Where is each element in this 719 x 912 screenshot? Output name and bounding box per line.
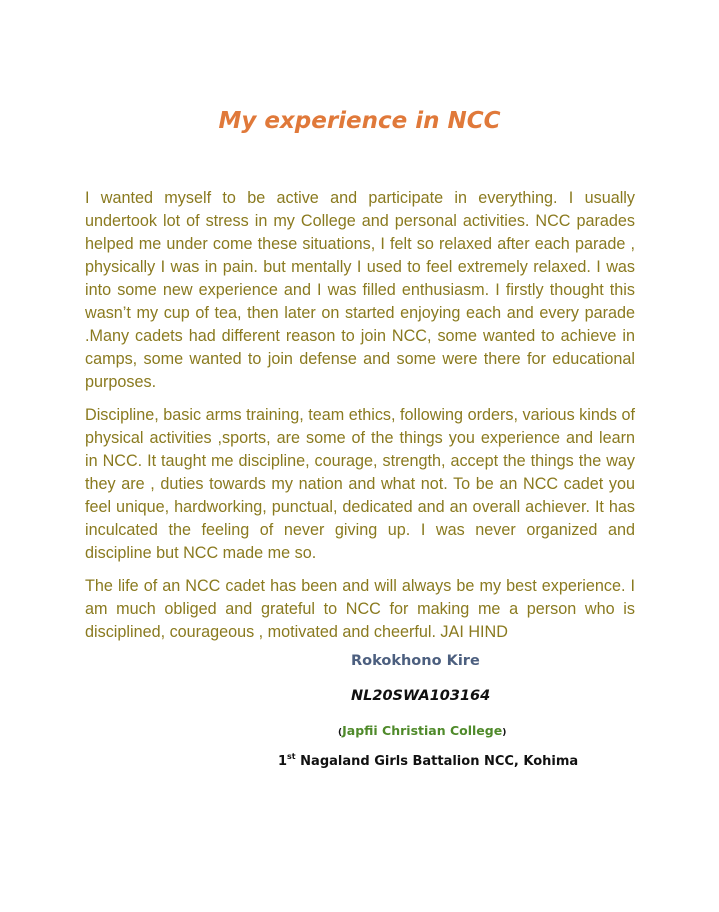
battalion-suffix: st	[287, 752, 296, 761]
paragraph-1: I wanted myself to be active and participate in everything. I usually undertook lot of stress in my College and personal activities. NCC parades helped me under come these situations, I felt so relaxed after each parade , physically I was in pain. but mentally I used to feel extremely relaxed. I was into some new experience and I was filled enthusiasm. I firstly thought this wasn’t my cup of tea, then later on started enjoying each and every parade .Many cadets had different reason to join NCC, some wanted to achieve in camps, some wanted to join defense and some were there for educational purposes.	[85, 189, 635, 391]
paragraph-2: Discipline, basic arms training, team ethics, following orders, various kinds of physical activities ,sports, are some of the things you experience and learn in NCC. It taught me discipline, courage, strength, accept the things the way they are , duties towards my nation and what not. To be an NCC cadet you feel unique, hardworking, punctual, dedicated and an overall achiever. It has inculcated the feeling of never giving up. I was never organized and discipline but NCC made me so.	[85, 406, 635, 562]
page-title: My experience in NCC	[218, 108, 501, 134]
paragraph-3: The life of an NCC cadet has been and will always be my best experience. I am much obliged and grateful to NCC for making me a person who is disciplined, courageous , motivated and cheerful. JAI HIND	[85, 577, 635, 641]
essay-body	[85, 187, 635, 654]
battalion-number: 1	[278, 754, 288, 769]
college-close-paren: )	[502, 728, 507, 738]
battalion-line	[278, 752, 578, 769]
college-line	[338, 723, 506, 738]
author-name: Rokokhono Kire	[351, 653, 480, 669]
battalion-text: Nagaland Girls Battalion NCC, Kohima	[295, 754, 579, 769]
college-name: Japfii Christian College	[342, 723, 503, 738]
college-open-paren: (	[338, 728, 343, 738]
cadet-id: NL20SWA103164	[351, 688, 491, 704]
